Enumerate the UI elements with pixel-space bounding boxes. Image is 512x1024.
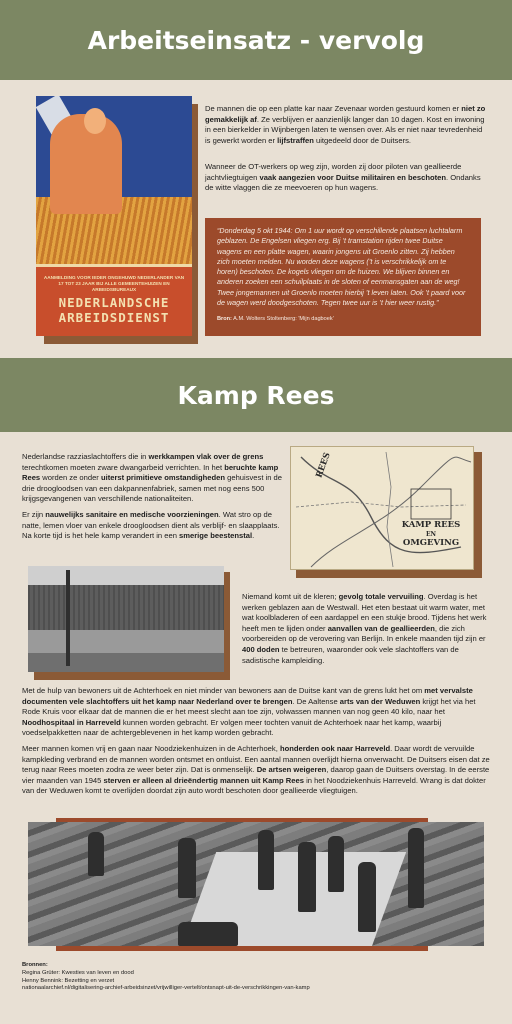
- kamp-rees-map: [290, 446, 474, 570]
- quote-source: [217, 314, 469, 324]
- text-run: . Daar wordt de vervuilde kampkleding verbrand en de mannen worden ontsmet en ontluist. Een aantal mannen overlijdt hierna onverwacht. De Duitsers eisen dat ze terug naar Rees moeten zodra ze weer beter zijn. Dat is onmenselijk.: [22, 744, 490, 775]
- text-run: Wanneer de OT-werkers op weg zijn, worden zij door piloten van geallieerde jachtvliegtuigen: [205, 162, 462, 182]
- sources-heading: Bronnen:: [22, 962, 48, 968]
- worker-figure: [408, 828, 424, 908]
- section-title-kamp-rees: Kamp Rees: [177, 380, 335, 410]
- kamp-rees-paragraph-1: [22, 452, 282, 505]
- map-label-line1: KAMP REES: [401, 520, 461, 530]
- kamp-rees-paragraph-3: [242, 592, 490, 666]
- bold-run: uiterst primitieve omstandigheden: [100, 473, 226, 483]
- bold-run: De artsen weigeren: [256, 765, 327, 775]
- kamp-rees-paragraph-4: [22, 686, 492, 739]
- text-run: uitgedeeld door de Duitsers.: [313, 135, 411, 145]
- bold-run: niet zo gemakkelijk af: [205, 104, 486, 124]
- bold-run: sterven er alleen al drieëndertig mannen uit Kamp Rees: [103, 775, 304, 785]
- banner-arbeitseinsatz: [0, 0, 512, 80]
- arbeitseinsatz-paragraph-2: [205, 162, 487, 194]
- text-run: . Overdag is het werken geblazen aan de Westwall. Het eten bestaat uit warm water, met wat koolbladeren of een aardappel en een stukje brood. Tijdens het werk heeft men te lijden onder: [242, 592, 487, 633]
- text-run: gehuisvest in de drie droogloodsen van een dakpannenfabriek, samen met nog eens 500 krijgsgevangenen van verschillende nationaliteiten.: [22, 473, 283, 504]
- text-run: te betreuren, waaronder ook vele slachtoffers van de sadistische kampleiding.: [242, 644, 459, 665]
- sources-block: [22, 962, 310, 993]
- barracks-roof: [28, 585, 224, 630]
- quote-source-text: A.M. Wolters Stoltenberg: 'Mijn dagboek': [231, 316, 334, 323]
- text-run: . De Aaltense: [292, 696, 340, 706]
- worker-figure: [358, 862, 376, 932]
- text-run: De mannen die op een platte kar naar Zevenaar worden gestuurd komen er: [205, 104, 462, 113]
- section-title-arbeitseinsatz: Arbeitseinsatz - vervolg: [87, 25, 425, 55]
- quote-source-label: Bron:: [217, 316, 232, 323]
- text-run: terechtkomen moeten zware dwangarbeid verrichten. In het: [22, 462, 225, 472]
- bold-run: lijfstraffen: [277, 135, 314, 145]
- kamp-rees-paragraph-5: [22, 744, 492, 797]
- text-run: in het Noodziekenhuis Harreveld. Wrang is dat dokter van der Weduwen komt te overlijden doordat zijn auto wordt beschoten door geallieerde vliegtuigen.: [22, 775, 486, 796]
- map-title-label: [395, 521, 467, 548]
- bold-run: arts van der Weduwen: [339, 696, 421, 706]
- text-run: Nederlandse razziaslachtoffers die in: [22, 452, 149, 461]
- kamp-rees-paragraph-2: [22, 510, 282, 542]
- arbeidsdienst-poster: [36, 96, 192, 336]
- poster-text-band: [36, 264, 192, 336]
- diary-quote-box: [205, 218, 481, 336]
- text-run: kunnen worden gebracht. Er volgen meer tochten vanuit de Achterhoek naar het kamp, waarbij voedselpakketten naar de achtergeblevenen in het kamp worden gebracht.: [22, 717, 442, 738]
- bold-run: vaak aangezien voor Duitse militairen en beschoten: [259, 172, 446, 182]
- bold-run: aanvallen van de geallieerden: [327, 623, 435, 633]
- text-run: krijgt het via het Rode Kruis voor elkaar dat de mannen die er het meest slecht aan toe zijn, volwassen mannen van nog geen 40 kilo, naar het: [22, 696, 476, 717]
- worker-figure: [88, 832, 104, 876]
- photo-accent-line-bottom: [56, 946, 428, 951]
- worker-figure: [298, 842, 316, 912]
- barracks-wall: [28, 630, 224, 653]
- photo-ground: [28, 653, 224, 672]
- text-run: Er zijn: [22, 510, 46, 519]
- text-run: Niemand komt uit de kleren;: [242, 592, 339, 601]
- text-run: . Wat stro op de natte, lemen vloer van enkele droogloodsen dient als verblijf- en slaapplaats. Na korte tijd is het hele kamp verandert in een: [22, 510, 280, 541]
- arbeitseinsatz-paragraph-1: [205, 104, 487, 146]
- bold-run: met vervalste documenten vele slachtoffers uit het kamp naar Nederland over te brengen: [22, 686, 473, 706]
- bold-run: beruchte kamp Rees: [22, 462, 279, 483]
- poster-big-text: [40, 295, 188, 325]
- text-run: . Ze verblijven er aanzienlijk langer dan 10 dagen. Kost en inwoning in een bierkelder in Wijnbergen laten te wensen over. Als er niet naar tevredenheid is gewerkt worden er: [205, 114, 485, 145]
- forced-labor-digging-photo: [28, 822, 484, 946]
- map-label-rees: REES: [314, 451, 333, 480]
- poster-big-line2: ARBEIDSDIENST: [58, 310, 170, 325]
- bold-run: Noodhospitaal in Harreveld: [22, 717, 121, 727]
- worker-figure: [258, 830, 274, 890]
- bold-run: nauwelijks sanitaire en medische voorzieningen: [45, 510, 219, 519]
- banner-kamp-rees: [0, 358, 512, 432]
- source-item: Henny Bennink: Bezetting en verzet: [22, 977, 115, 984]
- bold-run: smerige beestenstal: [179, 531, 253, 541]
- map-label-line3: OMGEVING: [402, 538, 460, 548]
- bold-run: gevolg totale vervuiling: [338, 592, 424, 601]
- text-run: worden ze onder: [40, 473, 101, 483]
- worker-figure: [328, 836, 344, 892]
- poster-big-line1: NEDERLANDSCHE: [58, 295, 170, 310]
- worker-figure: [178, 922, 238, 946]
- source-link[interactable]: nationaalarchief.nl/digitalisering-archief-arbeidsinzet/vrijwilliger-vertelt/ontsnapt-uit-de-verschrikkingen-van-kamp: [22, 985, 310, 992]
- tree-trunk: [66, 570, 70, 666]
- bold-run: honderden ook naar Harreveld: [279, 744, 391, 753]
- text-run: , die zich voorbereiden op de verovering van Berlijn. In enkele maanden tijd zijn er: [242, 623, 486, 644]
- text-run: . Ondanks de witte vlaggen die ze meevoeren op hun wagens.: [205, 172, 481, 193]
- poster-small-text: AANMELDING VOOR IEDER ONGEHUWD NEDERLANDER VAN 17 TOT 23 JAAR BIJ ALLE GEMEENTEHUIZEN EN ARBEIDSBUREAUX: [43, 275, 185, 292]
- text-run: Met de hulp van bewoners uit de Achterhoek en niet minder van bewoners aan de Duitse kant van de grens lukt het om: [22, 686, 425, 695]
- bold-run: 400 doden: [242, 644, 280, 654]
- text-run: Meer mannen komen vrij en gaan naar Noodziekenhuizen in de Achterhoek,: [22, 744, 280, 753]
- map-label-line2: EN: [425, 531, 437, 538]
- poster-worker-head: [84, 108, 106, 134]
- text-run: .: [252, 531, 255, 541]
- bold-run: werkkampen vlak over de grens: [148, 452, 264, 461]
- text-run: , daarop gaan de Duitsers overstag. In de eerste vier maanden van 1945: [22, 765, 490, 785]
- source-item: Regina Grüter: Kwesties van leven en dood: [22, 969, 134, 976]
- worker-figure: [178, 838, 196, 898]
- diary-quote-text: “Donderdag 5 okt 1944: Om 1 uur wordt op verschillende plaatsen luchtalarm geblazen. De Engelsen vliegen erg. Bij ’t tramstation rijden twee Duitse wagens en een platte wagen, waarin jongens uit Groenlo zitten. Zij hebben zich moeten melden. Nu worden deze wagens (’t is verschrikkelijk om te horen) beschoten. De kogels vliegen om de huizen. We blijven binnen en anderen zoeken een schuilplaats in de sloten of eenmansgaten aan de weg! Twee jongemannen uit Groenlo moeten hierbij ’t leven laten. Ook ’t paard voor de wagen werd doodgeschoten. Tegen twee uur is ’t hier weer rustig.”: [217, 226, 466, 308]
- barracks-photo: [28, 566, 224, 672]
